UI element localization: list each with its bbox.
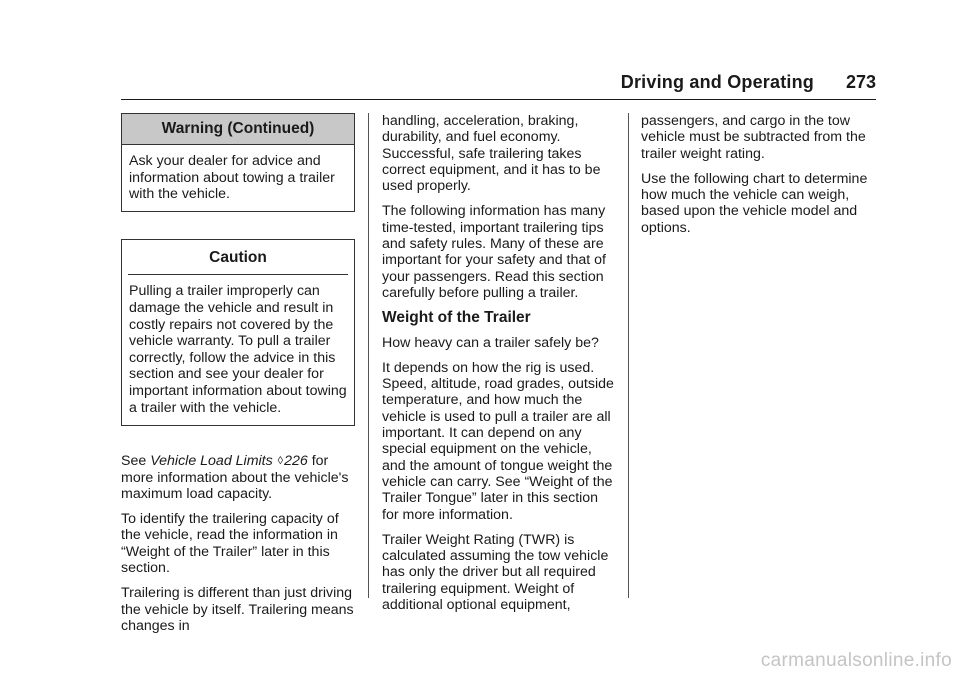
warning-text: Ask your dealer for advice and information about towing a trailer with the vehicle. bbox=[129, 153, 335, 202]
paragraph: To identify the trailering capacity of the vehicle, read the information in “Weight of the Trailer” later in this section. bbox=[121, 511, 339, 577]
caution-box bbox=[121, 239, 355, 426]
warning-box bbox=[121, 113, 355, 212]
section-title: Driving and Operating bbox=[620, 72, 814, 92]
paragraph: Trailer Weight Rating (TWR) is calculated assuming the tow vehicle has only the driver but all required trailering equipment. Weight of additional optional equipment, bbox=[382, 531, 609, 614]
page-header bbox=[0, 64, 876, 102]
caution-heading: Caution bbox=[209, 249, 267, 267]
watermark: carmanualsonline.info bbox=[760, 650, 952, 671]
paragraph: The following information has many time-tested, important trailering tips and safety rules. Many of these are important for your safety and that of your passengers. Read this section carefully before pulling a trailer. bbox=[382, 203, 606, 301]
page-ref-icon: ◊ bbox=[277, 455, 284, 468]
paragraph: handling, acceleration, braking, durability, and fuel economy. Successful, safe trailering takes correct equipment, and it has to be used properly. bbox=[382, 113, 601, 195]
column-divider-1 bbox=[368, 113, 369, 598]
column-3 bbox=[641, 113, 876, 245]
see-suffix: for more information about the vehicle's maximum load capacity. bbox=[121, 453, 349, 502]
paragraph: How heavy can a trailer safely be? bbox=[382, 334, 599, 351]
see-prefix: See bbox=[121, 453, 147, 470]
paragraph: It depends on how the rig is used. Speed, altitude, road grades, outside temperature, and how much the vehicle is used to pull a trailer are all important. It can depend on any special equipment on the vehicle, and the amount of tongue weight the vehicle can carry. See “Weight of the Trailer Tongue” later in this section for more information. bbox=[382, 359, 614, 523]
column-1 bbox=[121, 113, 355, 643]
load-limits-paragraph bbox=[121, 453, 355, 502]
header-rule bbox=[121, 99, 876, 100]
load-limits-page[interactable]: 226 bbox=[284, 453, 308, 470]
page-number: 273 bbox=[845, 72, 876, 92]
paragraph: Trailering is different than just driving the vehicle by itself. Trailering means changes in bbox=[121, 585, 354, 634]
paragraph: passengers, and cargo in the tow vehicle must be subtracted from the trailer weight rating. bbox=[641, 113, 866, 162]
column-divider-2 bbox=[628, 113, 629, 598]
load-limits-link[interactable]: Vehicle Load Limits bbox=[150, 453, 273, 470]
section-heading: Weight of the Trailer bbox=[382, 309, 531, 327]
caution-text: Pulling a trailer improperly can damage the vehicle and result in costly repairs not covered by the vehicle warranty. To pull a trailer correctly, follow the advice in this section and see your dealer for important information about towing a trailer with the vehicle. bbox=[129, 283, 347, 416]
warning-heading: Warning (Continued) bbox=[122, 114, 354, 145]
paragraph: Use the following chart to determine how much the vehicle can weigh, based upon the vehicle model and options. bbox=[641, 170, 868, 236]
column-2 bbox=[382, 113, 614, 622]
